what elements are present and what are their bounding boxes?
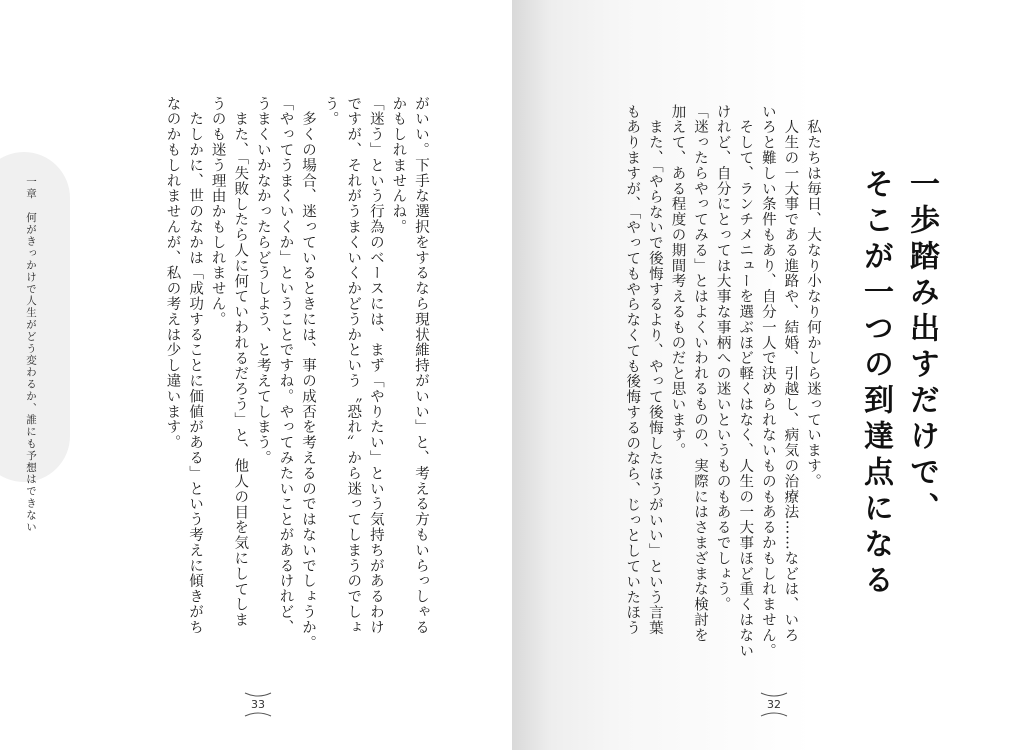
body-line: 加えて、ある程度の期間考えるものだと思います。 <box>669 104 686 459</box>
right-page <box>512 0 1024 750</box>
body-line: また、「やらないで後悔するより、やって後悔したほうがいい」という言葉 <box>646 104 663 636</box>
body-line: う。 <box>322 96 339 127</box>
body-line: たしかに、世のなかは「成功することに価値がある」という考えに傾きがち <box>187 96 204 635</box>
body-line: なのかもしれませんが、私の考えは少し違います。 <box>164 96 181 451</box>
body-line: また、「失敗したら人に何ていわれるだろう」と、他人の目を気にしてしま <box>232 96 249 628</box>
body-line: 多くの場合、迷っているときには、事の成否を考えるのではないでしょうか。 <box>300 96 317 651</box>
chapter-tab-label: 一章 何がきっかけで人生がどう変わるか、誰にも予想はできない <box>25 176 37 533</box>
wave-ornament-bottom-icon <box>760 711 788 717</box>
body-line: うのも迷う理由かもしれません。 <box>209 96 226 327</box>
body-line: 私たちは毎日、大なり小なり何かしら迷っています。 <box>805 104 821 489</box>
body-line: うまくいかなかったらどうしよう、と考えてしまう。 <box>254 96 271 466</box>
section-title <box>852 168 944 600</box>
page-number-right <box>754 692 794 717</box>
body-line: 「やってうまくいくか」ということですね。やってみたいことがあるけれど、 <box>277 96 294 635</box>
body-line: いろと難しい条件もあり、自分一人で決められないものもあるかもしれません。 <box>759 104 776 659</box>
body-line: 「迷ったらやってみる」とはよくいわれるものの、実際にはさまざまな検討を <box>692 104 709 643</box>
page-number: 32 <box>767 698 781 711</box>
title-line: 一歩踏み出すだけで、 <box>904 168 939 528</box>
page-number-left <box>238 692 278 717</box>
body-line: もありますが、「やってもやらなくても後悔するのなら、じっとしていたほう <box>624 104 641 636</box>
page-number: 33 <box>251 698 265 711</box>
body-line: 人生の一大事である進路や、結婚、引越し、病気の治療法……などは、いろ <box>782 104 799 643</box>
body-line: がいい。下手な選択をするなら現状維持がいい」と、考える方もいらっしゃる <box>413 96 429 635</box>
title-line: そこが一つの到達点になる <box>858 168 893 600</box>
body-line: けれど、自分にとっては大事な事柄への迷いというものもあるでしょう。 <box>714 104 731 613</box>
body-line: ですが、それがうまくいくかどうかという〝恐れ〟から迷ってしまうのでしょ <box>345 96 362 635</box>
right-body-text <box>621 104 824 659</box>
wave-ornament-bottom-icon <box>244 711 272 717</box>
left-body-text <box>161 96 432 651</box>
body-line: 「迷う」という行為のベースには、まず「やりたい」という気持ちがあるわけ <box>367 96 384 635</box>
body-line: かもしれませんね。 <box>390 96 407 235</box>
body-line: そして、ランチメニューを選ぶほど軽くはなく、人生の一大事ほど重くはない <box>737 104 754 659</box>
